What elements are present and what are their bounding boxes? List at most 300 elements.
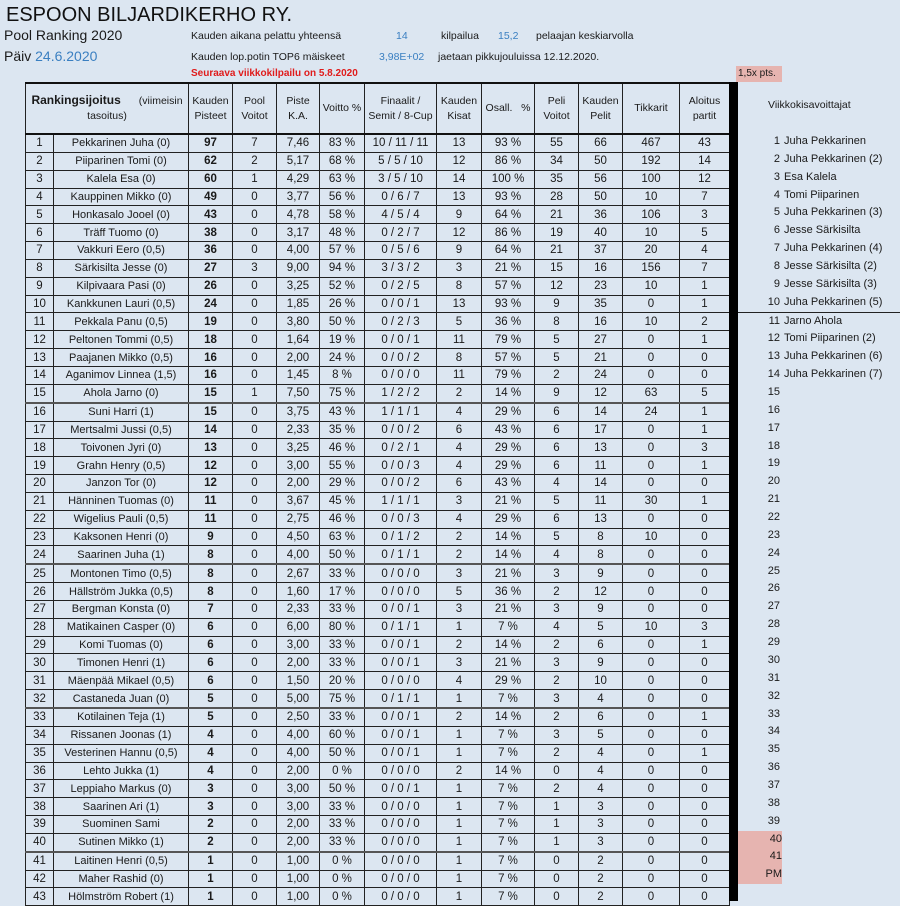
participation-cell: 21 % xyxy=(482,492,535,510)
pool-wins-cell: 0 xyxy=(233,242,277,260)
participation-cell: 29 % xyxy=(482,439,535,457)
weekly-winners-list xyxy=(738,133,900,884)
win-pct-cell: 75 % xyxy=(320,690,365,708)
avg-cell: 3,00 xyxy=(277,457,320,475)
weekly-winner-number: 35 xyxy=(767,743,780,756)
pool-wins-cell: 0 xyxy=(233,726,277,744)
weekly-winner-item xyxy=(738,258,900,276)
rank-cell: 3 xyxy=(26,170,54,188)
player-name-cell: Kalela Esa (0) xyxy=(54,170,189,188)
avg-cell: 3,00 xyxy=(277,780,320,798)
player-name-cell: Kaksonen Henri (0) xyxy=(54,528,189,546)
games-cell: 27 xyxy=(579,331,623,349)
game-wins-cell: 6 xyxy=(535,439,579,457)
games-cell: 3 xyxy=(579,798,623,816)
points-cell: 6 xyxy=(189,636,233,654)
table-row[interactable] xyxy=(26,349,730,367)
rank-cell: 30 xyxy=(26,654,54,672)
table-row[interactable] xyxy=(26,510,730,528)
rank-cell: 5 xyxy=(26,206,54,224)
participation-cell: 36 % xyxy=(482,313,535,331)
participation-cell: 93 % xyxy=(482,295,535,313)
participation-cell: 7 % xyxy=(482,798,535,816)
table-row[interactable] xyxy=(26,852,730,870)
breaks-cell: 3 xyxy=(680,618,730,636)
tikkarit-cell: 0 xyxy=(623,888,680,906)
pool-wins-cell: 0 xyxy=(233,349,277,367)
weekly-winner-name xyxy=(780,779,784,791)
ranking-table xyxy=(25,82,730,906)
points-cell: 60 xyxy=(189,170,233,188)
win-pct-cell: 17 % xyxy=(320,583,365,601)
col-header-points-l1: Kauden xyxy=(192,94,229,107)
tikkarit-cell: 0 xyxy=(623,833,680,851)
table-row[interactable] xyxy=(26,564,730,582)
win-pct-cell: 29 % xyxy=(320,475,365,493)
weekly-winner-name xyxy=(780,815,784,827)
weekly-winner-name xyxy=(780,386,784,398)
pool-wins-cell: 0 xyxy=(233,403,277,421)
finals-cell: 10 / 11 / 11 xyxy=(365,134,437,152)
weekly-winner-number: 14 xyxy=(767,368,780,381)
avg-cell: 2,50 xyxy=(277,708,320,726)
avg-cell: 3,25 xyxy=(277,277,320,295)
weekly-winner-item xyxy=(738,330,900,348)
points-cell: 8 xyxy=(189,564,233,582)
weekly-winner-item xyxy=(738,420,900,438)
tikkarit-cell: 0 xyxy=(623,331,680,349)
avg-cell: 2,33 xyxy=(277,600,320,618)
win-pct-cell: 94 % xyxy=(320,259,365,277)
table-row[interactable] xyxy=(26,708,730,726)
win-pct-cell: 60 % xyxy=(320,726,365,744)
breaks-cell: 2 xyxy=(680,313,730,331)
rank-cell: 12 xyxy=(26,331,54,349)
avg-cell: 1,64 xyxy=(277,331,320,349)
finals-cell: 0 / 0 / 1 xyxy=(365,295,437,313)
col-header-points[interactable] xyxy=(189,83,233,134)
points-cell: 1 xyxy=(189,870,233,888)
rank-cell: 33 xyxy=(26,708,54,726)
game-wins-cell: 2 xyxy=(535,744,579,762)
weekly-winner-item xyxy=(738,688,900,706)
pool-wins-cell: 0 xyxy=(233,331,277,349)
season-played-value: 14 xyxy=(396,30,408,42)
weekly-winner-number: 40 xyxy=(738,831,782,849)
finals-cell: 0 / 0 / 0 xyxy=(365,366,437,384)
table-row[interactable] xyxy=(26,277,730,295)
weekly-winner-item xyxy=(738,222,900,240)
weekly-winner-number: 41 xyxy=(738,848,782,866)
player-name-cell: Vesterinen Hannu (0,5) xyxy=(54,744,189,762)
player-name-cell: Suni Harri (1) xyxy=(54,403,189,421)
comps-cell: 3 xyxy=(437,600,482,618)
table-row[interactable] xyxy=(26,888,730,906)
player-name-cell: Castaneda Juan (0) xyxy=(54,690,189,708)
games-cell: 37 xyxy=(579,242,623,260)
comps-cell: 1 xyxy=(437,798,482,816)
weekly-winner-number: 12 xyxy=(767,332,780,345)
participation-cell: 7 % xyxy=(482,888,535,906)
weekly-winner-number: 28 xyxy=(767,618,780,631)
win-pct-cell: 33 % xyxy=(320,564,365,582)
participation-cell: 93 % xyxy=(482,134,535,152)
table-row[interactable] xyxy=(26,583,730,601)
pool-wins-cell: 0 xyxy=(233,277,277,295)
participation-cell: 7 % xyxy=(482,726,535,744)
table-row[interactable] xyxy=(26,331,730,349)
avg-cell: 3,80 xyxy=(277,313,320,331)
points-cell: 7 xyxy=(189,600,233,618)
table-row[interactable] xyxy=(26,726,730,744)
finals-cell: 0 / 1 / 2 xyxy=(365,528,437,546)
games-cell: 40 xyxy=(579,224,623,242)
player-name-cell: Mertsalmi Jussi (0,5) xyxy=(54,421,189,439)
win-pct-cell: 46 % xyxy=(320,510,365,528)
comps-cell: 5 xyxy=(437,313,482,331)
points-cell: 18 xyxy=(189,331,233,349)
participation-cell: 93 % xyxy=(482,188,535,206)
points-cell: 6 xyxy=(189,672,233,690)
comps-cell: 1 xyxy=(437,618,482,636)
games-cell: 10 xyxy=(579,672,623,690)
finals-cell: 0 / 0 / 1 xyxy=(365,654,437,672)
comps-cell: 3 xyxy=(437,259,482,277)
weekly-winner-number: 36 xyxy=(767,761,780,774)
table-row[interactable] xyxy=(26,672,730,690)
comps-cell: 2 xyxy=(437,384,482,402)
rank-cell: 21 xyxy=(26,492,54,510)
win-pct-cell: 26 % xyxy=(320,295,365,313)
finals-cell: 0 / 0 / 0 xyxy=(365,833,437,851)
points-cell: 8 xyxy=(189,546,233,564)
table-row[interactable] xyxy=(26,152,730,170)
rank-cell: 40 xyxy=(26,833,54,851)
table-row[interactable] xyxy=(26,134,730,152)
weekly-winner-item xyxy=(738,509,900,527)
comps-cell: 13 xyxy=(437,188,482,206)
win-pct-cell: 33 % xyxy=(320,636,365,654)
avg-cell: 5,00 xyxy=(277,690,320,708)
weekly-winner-number: 7 xyxy=(773,242,780,255)
player-name-cell: Janzon Tor (0) xyxy=(54,475,189,493)
breaks-cell: 1 xyxy=(680,331,730,349)
avg-cell: 4,00 xyxy=(277,726,320,744)
weekly-winner-name xyxy=(780,708,784,720)
game-wins-cell: 2 xyxy=(535,636,579,654)
points-cell: 62 xyxy=(189,152,233,170)
points-cell: 12 xyxy=(189,457,233,475)
finals-cell: 0 / 0 / 0 xyxy=(365,870,437,888)
avg-cell: 3,75 xyxy=(277,403,320,421)
win-pct-cell: 33 % xyxy=(320,708,365,726)
finals-cell: 5 / 5 / 10 xyxy=(365,152,437,170)
table-row[interactable] xyxy=(26,224,730,242)
win-pct-cell: 0 % xyxy=(320,888,365,906)
win-pct-cell: 33 % xyxy=(320,654,365,672)
breaks-cell: 1 xyxy=(680,295,730,313)
points-cell: 3 xyxy=(189,780,233,798)
win-pct-cell: 55 % xyxy=(320,457,365,475)
pool-wins-cell: 1 xyxy=(233,170,277,188)
breaks-cell: 1 xyxy=(680,457,730,475)
avg-cell: 3,00 xyxy=(277,798,320,816)
weekly-winner-name xyxy=(780,636,784,648)
comps-cell: 2 xyxy=(437,546,482,564)
tikkarit-cell: 0 xyxy=(623,780,680,798)
weekly-winner-name: Juha Pekkarinen (7) xyxy=(784,368,883,381)
breaks-cell: 1 xyxy=(680,403,730,421)
tikkarit-cell: 192 xyxy=(623,152,680,170)
col-header-avg[interactable] xyxy=(277,83,320,134)
finals-cell: 0 / 0 / 0 xyxy=(365,888,437,906)
player-name-cell: Grahn Henry (0,5) xyxy=(54,457,189,475)
col-header-game-wins[interactable] xyxy=(535,83,579,134)
table-row[interactable] xyxy=(26,528,730,546)
weekly-winner-number: 39 xyxy=(767,814,780,827)
breaks-cell: 0 xyxy=(680,600,730,618)
player-name-cell: Aganimov Linnea (1,5) xyxy=(54,366,189,384)
weekly-winner-name xyxy=(780,672,784,684)
points-cell: 2 xyxy=(189,816,233,834)
points-cell: 8 xyxy=(189,583,233,601)
col-header-participation[interactable]: Osall. % xyxy=(482,83,535,134)
table-row[interactable] xyxy=(26,816,730,834)
points-cell: 26 xyxy=(189,277,233,295)
game-wins-cell: 28 xyxy=(535,188,579,206)
comps-cell: 11 xyxy=(437,366,482,384)
participation-cell: 57 % xyxy=(482,349,535,367)
table-row[interactable] xyxy=(26,206,730,224)
table-row[interactable] xyxy=(26,295,730,313)
weekly-winner-number: 5 xyxy=(773,206,780,219)
weekly-winner-name: Juha Pekkarinen (6) xyxy=(784,350,883,363)
participation-cell: 7 % xyxy=(482,833,535,851)
weekly-winner-number: 33 xyxy=(767,707,780,720)
table-row[interactable] xyxy=(26,618,730,636)
pool-wins-cell: 0 xyxy=(233,583,277,601)
rank-cell: 17 xyxy=(26,421,54,439)
finals-cell: 0 / 0 / 1 xyxy=(365,726,437,744)
weekly-winner-item xyxy=(738,813,900,831)
table-row[interactable] xyxy=(26,546,730,564)
tikkarit-cell: 106 xyxy=(623,206,680,224)
breaks-cell: 3 xyxy=(680,206,730,224)
table-row[interactable] xyxy=(26,403,730,421)
participation-cell: 21 % xyxy=(482,564,535,582)
tikkarit-cell: 0 xyxy=(623,564,680,582)
weekly-winner-item xyxy=(738,723,900,741)
player-name-cell: Träff Tuomo (0) xyxy=(54,224,189,242)
points-cell: 5 xyxy=(189,690,233,708)
pool-wins-cell: 0 xyxy=(233,546,277,564)
table-row[interactable] xyxy=(26,690,730,708)
col-header-tikkarit[interactable]: Tikkarit xyxy=(623,83,680,134)
win-pct-cell: 45 % xyxy=(320,492,365,510)
table-row[interactable] xyxy=(26,762,730,780)
rank-cell: 20 xyxy=(26,475,54,493)
win-pct-cell: 24 % xyxy=(320,349,365,367)
table-row[interactable] xyxy=(26,654,730,672)
col-header-games[interactable] xyxy=(579,83,623,134)
win-pct-cell: 50 % xyxy=(320,313,365,331)
finals-cell: 0 / 0 / 0 xyxy=(365,852,437,870)
col-header-games-l2: Pelit xyxy=(590,109,611,122)
col-header-breaks[interactable] xyxy=(680,83,730,134)
avg-cell: 1,50 xyxy=(277,672,320,690)
table-row[interactable] xyxy=(26,780,730,798)
games-cell: 6 xyxy=(579,636,623,654)
tikkarit-cell: 0 xyxy=(623,421,680,439)
comps-cell: 6 xyxy=(437,475,482,493)
player-name-cell: Laitinen Henri (0,5) xyxy=(54,852,189,870)
breaks-cell: 0 xyxy=(680,780,730,798)
table-row[interactable] xyxy=(26,457,730,475)
finals-cell: 0 / 0 / 0 xyxy=(365,798,437,816)
games-cell: 17 xyxy=(579,421,623,439)
weekly-winner-item xyxy=(738,706,900,724)
tikkarit-cell: 0 xyxy=(623,672,680,690)
finals-cell: 0 / 1 / 1 xyxy=(365,546,437,564)
avg-cell: 2,00 xyxy=(277,349,320,367)
participation-cell: 64 % xyxy=(482,206,535,224)
weekly-winner-item xyxy=(738,616,900,634)
game-wins-cell: 21 xyxy=(535,242,579,260)
points-cell: 6 xyxy=(189,618,233,636)
weekly-winner-item xyxy=(738,204,900,222)
table-row[interactable] xyxy=(26,833,730,851)
breaks-cell: 4 xyxy=(680,242,730,260)
player-name-cell: Ahola Jarno (0) xyxy=(54,384,189,402)
table-row[interactable] xyxy=(26,259,730,277)
rank-cell: 34 xyxy=(26,726,54,744)
game-wins-cell: 3 xyxy=(535,654,579,672)
weekly-winner-number: 4 xyxy=(773,188,780,201)
pool-wins-cell: 0 xyxy=(233,708,277,726)
weekly-winner-item xyxy=(738,187,900,205)
weekly-winner-name: Juha Pekkarinen (4) xyxy=(784,242,883,255)
game-wins-cell: 9 xyxy=(535,295,579,313)
weekly-winner-name xyxy=(780,600,784,612)
points-cell: 11 xyxy=(189,510,233,528)
breaks-cell: 0 xyxy=(680,510,730,528)
rank-cell: 36 xyxy=(26,762,54,780)
player-name-cell: Kotilainen Teja (1) xyxy=(54,708,189,726)
points-cell: 16 xyxy=(189,366,233,384)
table-row[interactable] xyxy=(26,242,730,260)
game-wins-cell: 3 xyxy=(535,600,579,618)
win-pct-cell: 0 % xyxy=(320,762,365,780)
weekly-winner-name xyxy=(780,618,784,630)
weekly-winner-name xyxy=(780,761,784,773)
table-row[interactable] xyxy=(26,439,730,457)
comps-cell: 1 xyxy=(437,780,482,798)
pot-value: 3,98E+02 xyxy=(379,51,425,63)
finals-cell: 0 / 5 / 6 xyxy=(365,242,437,260)
col-header-win-pct[interactable]: Voitto % xyxy=(320,83,365,134)
table-row[interactable] xyxy=(26,421,730,439)
rank-cell: 26 xyxy=(26,583,54,601)
finals-cell: 0 / 0 / 1 xyxy=(365,636,437,654)
pool-wins-cell: 0 xyxy=(233,366,277,384)
weekly-winner-number: 1 xyxy=(773,135,780,147)
weekly-winner-number: 23 xyxy=(767,528,780,541)
ranking-table-body xyxy=(26,134,730,906)
table-row[interactable] xyxy=(26,492,730,510)
participation-cell: 7 % xyxy=(482,870,535,888)
comps-cell: 13 xyxy=(437,134,482,152)
player-name-cell: Wigelius Pauli (0,5) xyxy=(54,510,189,528)
weekly-winner-name xyxy=(780,565,784,577)
comps-cell: 1 xyxy=(437,833,482,851)
table-row[interactable] xyxy=(26,313,730,331)
table-row[interactable] xyxy=(26,384,730,402)
weekly-winner-item xyxy=(738,598,900,616)
player-name-cell: Komi Tuomas (0) xyxy=(54,636,189,654)
weekly-winner-item xyxy=(738,169,900,187)
points-cell: 11 xyxy=(189,492,233,510)
col-header-pool-wins[interactable] xyxy=(233,83,277,134)
table-row[interactable] xyxy=(26,366,730,384)
avg-cell: 6,00 xyxy=(277,618,320,636)
table-row[interactable] xyxy=(26,744,730,762)
game-wins-cell: 12 xyxy=(535,277,579,295)
finals-cell: 0 / 0 / 2 xyxy=(365,349,437,367)
finals-cell: 0 / 0 / 3 xyxy=(365,510,437,528)
table-row[interactable] xyxy=(26,188,730,206)
col-header-comps[interactable] xyxy=(437,83,482,134)
finals-cell: 0 / 0 / 0 xyxy=(365,564,437,582)
weekly-winner-item xyxy=(738,652,900,670)
rank-cell: 35 xyxy=(26,744,54,762)
avg-cell: 4,00 xyxy=(277,242,320,260)
games-cell: 6 xyxy=(579,708,623,726)
participation-cell: 14 % xyxy=(482,762,535,780)
player-name-cell: Leppiaho Markus (0) xyxy=(54,780,189,798)
games-cell: 5 xyxy=(579,726,623,744)
comps-cell: 4 xyxy=(437,403,482,421)
win-pct-cell: 50 % xyxy=(320,780,365,798)
comps-cell: 4 xyxy=(437,439,482,457)
avg-cell: 2,00 xyxy=(277,816,320,834)
weekly-winner-item xyxy=(738,866,900,884)
table-row[interactable] xyxy=(26,636,730,654)
weekly-winner-item xyxy=(738,384,900,402)
finals-cell: 0 / 0 / 1 xyxy=(365,708,437,726)
pool-wins-cell: 0 xyxy=(233,295,277,313)
avg-cell: 2,00 xyxy=(277,762,320,780)
games-cell: 13 xyxy=(579,439,623,457)
table-row[interactable] xyxy=(26,798,730,816)
rank-cell: 2 xyxy=(26,152,54,170)
table-row[interactable] xyxy=(26,870,730,888)
col-header-breaks-l1: Aloitus xyxy=(688,94,721,107)
points-cell: 24 xyxy=(189,295,233,313)
table-row[interactable] xyxy=(26,475,730,493)
tikkarit-cell: 10 xyxy=(623,618,680,636)
weekly-winner-item xyxy=(738,151,900,169)
col-header-ranking[interactable] xyxy=(26,83,189,134)
rank-cell: 16 xyxy=(26,403,54,421)
table-row[interactable] xyxy=(26,170,730,188)
player-name-cell: Lehto Jukka (1) xyxy=(54,762,189,780)
weekly-winner-item xyxy=(738,563,900,581)
col-header-finals[interactable] xyxy=(365,83,437,134)
table-row[interactable] xyxy=(26,600,730,618)
avg-cell: 3,17 xyxy=(277,224,320,242)
avg-cell: 1,00 xyxy=(277,852,320,870)
avg-cell: 2,00 xyxy=(277,475,320,493)
